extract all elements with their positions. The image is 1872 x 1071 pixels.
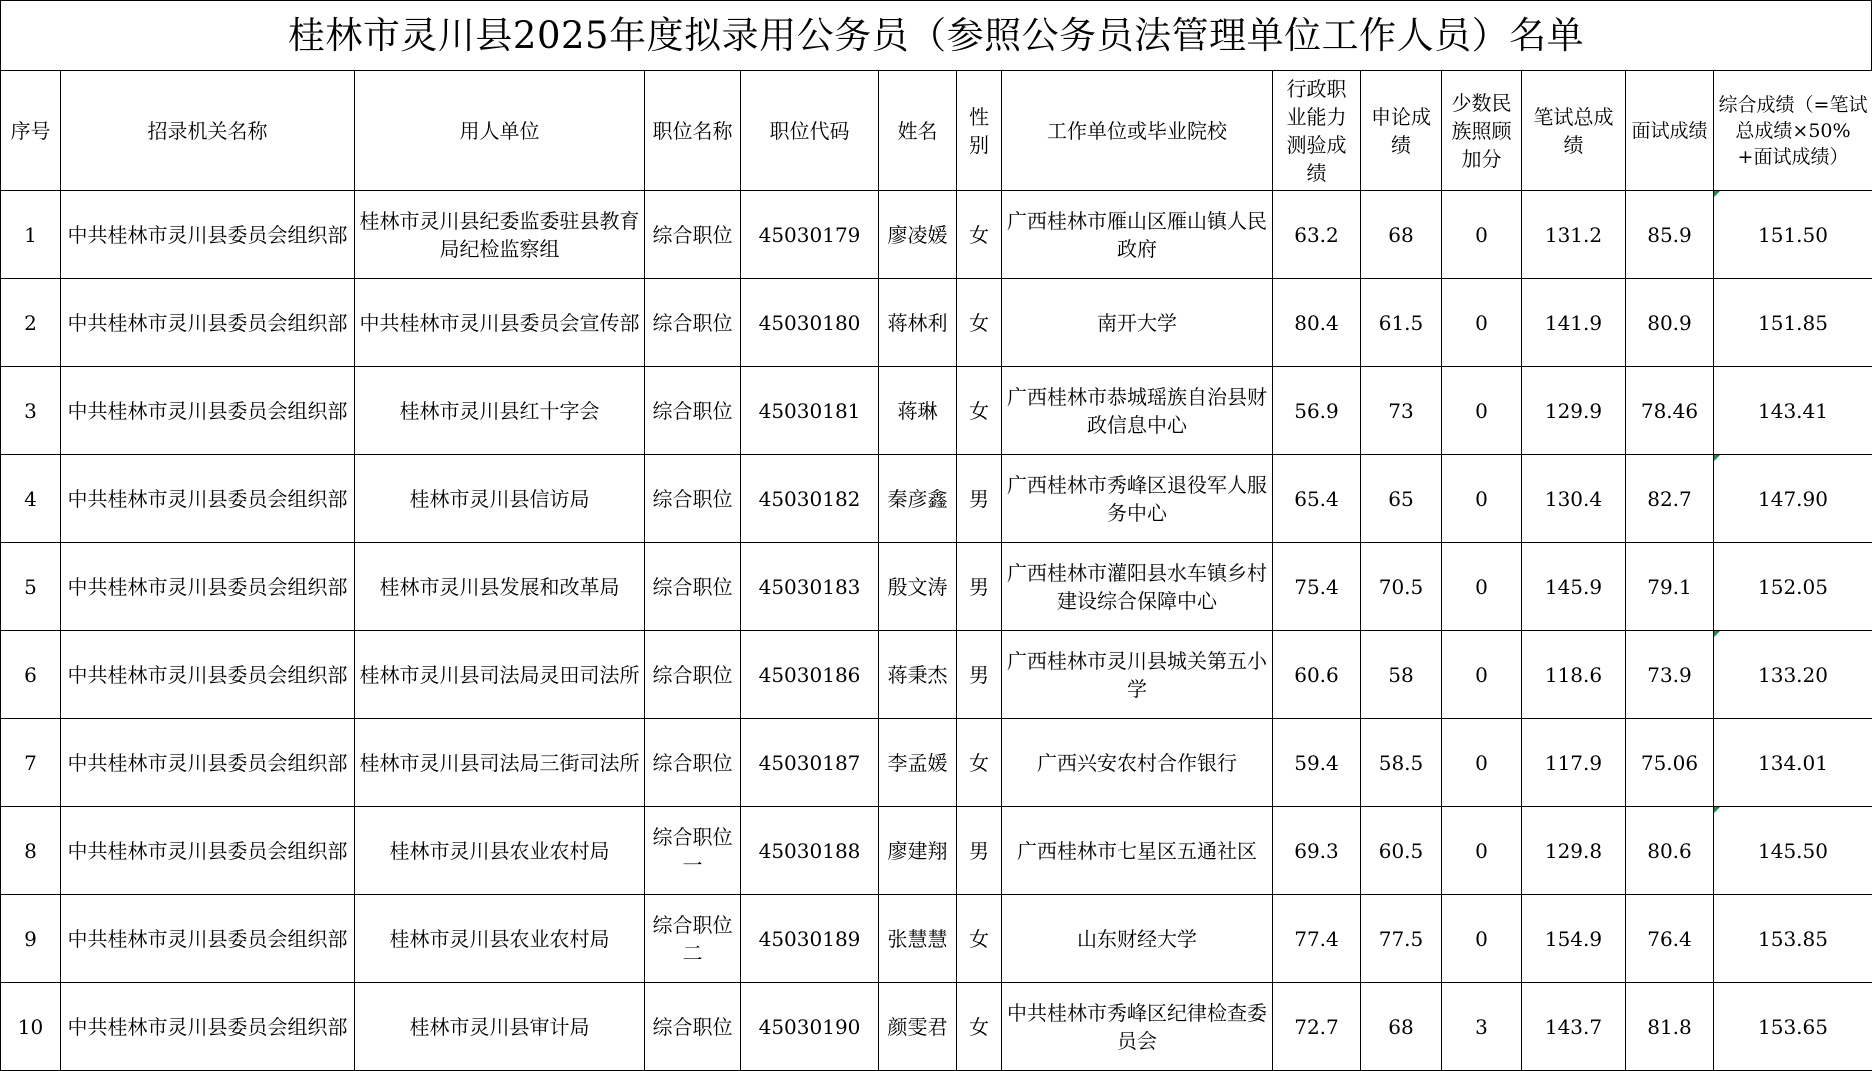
cell-name: 蒋秉杰: [879, 631, 957, 719]
cell-position-code: 45030179: [741, 191, 879, 279]
cell-gender: 女: [957, 719, 1002, 807]
cell-aptitude-score: 80.4: [1273, 279, 1361, 367]
cell-gender: 女: [957, 191, 1002, 279]
cell-recruiting-agency: 中共桂林市灵川县委员会组织部: [61, 455, 355, 543]
cell-position-name: 综合职位: [645, 455, 741, 543]
cell-gender: 男: [957, 631, 1002, 719]
cell-employing-unit: 桂林市灵川县农业农村局: [355, 807, 645, 895]
cell-written-total: 131.2: [1522, 191, 1626, 279]
table-row: [1, 719, 1872, 807]
header-gender: 性别: [957, 71, 1002, 191]
cell-essay-score: 77.5: [1361, 895, 1442, 983]
cell-workplace-or-school: 广西桂林市灌阳县水车镇乡村建设综合保障中心: [1002, 543, 1273, 631]
cell-aptitude-score: 63.2: [1273, 191, 1361, 279]
cell-composite-score: 152.05: [1714, 543, 1872, 631]
cell-interview-score: 79.1: [1626, 543, 1714, 631]
cell-written-total: 154.9: [1522, 895, 1626, 983]
cell-index: 8: [1, 807, 61, 895]
cell-name: 李孟媛: [879, 719, 957, 807]
cell-index: 1: [1, 191, 61, 279]
cell-recruiting-agency: 中共桂林市灵川县委员会组织部: [61, 631, 355, 719]
cell-interview-score: 80.9: [1626, 279, 1714, 367]
cell-written-total: 130.4: [1522, 455, 1626, 543]
cell-position-name: 综合职位二: [645, 895, 741, 983]
cell-minority-bonus: 0: [1442, 719, 1522, 807]
header-position-name: 职位名称: [645, 71, 741, 191]
cell-workplace-or-school: 广西桂林市七星区五通社区: [1002, 807, 1273, 895]
header-row: [1, 71, 1872, 191]
cell-index: 9: [1, 895, 61, 983]
header-position-code: 职位代码: [741, 71, 879, 191]
header-workplace-or-school: 工作单位或毕业院校: [1002, 71, 1273, 191]
header-recruiting-agency: 招录机关名称: [61, 71, 355, 191]
cell-name: 张慧慧: [879, 895, 957, 983]
cell-gender: 女: [957, 367, 1002, 455]
cell-minority-bonus: 0: [1442, 631, 1522, 719]
header-essay-score: 申论成绩: [1361, 71, 1442, 191]
cell-written-total: 129.9: [1522, 367, 1626, 455]
cell-aptitude-score: 59.4: [1273, 719, 1361, 807]
table-row: [1, 191, 1872, 279]
cell-interview-score: 80.6: [1626, 807, 1714, 895]
cell-employing-unit: 桂林市灵川县农业农村局: [355, 895, 645, 983]
table-row: [1, 367, 1872, 455]
cell-index: 6: [1, 631, 61, 719]
cell-interview-score: 81.8: [1626, 983, 1714, 1071]
cell-recruiting-agency: 中共桂林市灵川县委员会组织部: [61, 543, 355, 631]
cell-composite-score: 134.01: [1714, 719, 1872, 807]
cell-gender: 男: [957, 543, 1002, 631]
cell-interview-score: 75.06: [1626, 719, 1714, 807]
cell-essay-score: 73: [1361, 367, 1442, 455]
cell-workplace-or-school: 广西桂林市秀峰区退役军人服务中心: [1002, 455, 1273, 543]
cell-index: 7: [1, 719, 61, 807]
cell-essay-score: 68: [1361, 983, 1442, 1071]
cell-name: 殷文涛: [879, 543, 957, 631]
cell-workplace-or-school: 广西桂林市恭城瑶族自治县财政信息中心: [1002, 367, 1273, 455]
cell-name: 颜雯君: [879, 983, 957, 1071]
candidate-table: [0, 70, 1872, 1071]
cell-composite-score: 153.85: [1714, 895, 1872, 983]
cell-recruiting-agency: 中共桂林市灵川县委员会组织部: [61, 279, 355, 367]
cell-recruiting-agency: 中共桂林市灵川县委员会组织部: [61, 807, 355, 895]
cell-written-total: 129.8: [1522, 807, 1626, 895]
table-row: [1, 455, 1872, 543]
cell-name: 廖建翔: [879, 807, 957, 895]
cell-minority-bonus: 3: [1442, 983, 1522, 1071]
cell-written-total: 141.9: [1522, 279, 1626, 367]
cell-composite-score: 133.20: [1714, 631, 1872, 719]
cell-index: 5: [1, 543, 61, 631]
table-row: [1, 983, 1872, 1071]
cell-composite-score: 151.50: [1714, 191, 1872, 279]
cell-index: 3: [1, 367, 61, 455]
cell-position-code: 45030186: [741, 631, 879, 719]
cell-name: 蒋林利: [879, 279, 957, 367]
cell-employing-unit: 桂林市灵川县司法局三街司法所: [355, 719, 645, 807]
cell-minority-bonus: 0: [1442, 191, 1522, 279]
cell-employing-unit: 桂林市灵川县司法局灵田司法所: [355, 631, 645, 719]
cell-aptitude-score: 69.3: [1273, 807, 1361, 895]
cell-composite-score: 153.65: [1714, 983, 1872, 1071]
cell-written-total: 145.9: [1522, 543, 1626, 631]
cell-interview-score: 76.4: [1626, 895, 1714, 983]
cell-minority-bonus: 0: [1442, 807, 1522, 895]
cell-workplace-or-school: 山东财经大学: [1002, 895, 1273, 983]
header-written-total: 笔试总成绩: [1522, 71, 1626, 191]
header-minority-bonus: 少数民族照顾加分: [1442, 71, 1522, 191]
cell-gender: 女: [957, 895, 1002, 983]
cell-position-code: 45030189: [741, 895, 879, 983]
header-interview-score: 面试成绩: [1626, 71, 1714, 191]
cell-employing-unit: 桂林市灵川县审计局: [355, 983, 645, 1071]
cell-essay-score: 58.5: [1361, 719, 1442, 807]
cell-employing-unit: 中共桂林市灵川县委员会宣传部: [355, 279, 645, 367]
cell-composite-score: 151.85: [1714, 279, 1872, 367]
cell-recruiting-agency: 中共桂林市灵川县委员会组织部: [61, 191, 355, 279]
cell-position-code: 45030190: [741, 983, 879, 1071]
cell-position-name: 综合职位: [645, 719, 741, 807]
cell-position-name: 综合职位: [645, 191, 741, 279]
table-row: [1, 543, 1872, 631]
cell-employing-unit: 桂林市灵川县红十字会: [355, 367, 645, 455]
cell-aptitude-score: 72.7: [1273, 983, 1361, 1071]
cell-position-name: 综合职位: [645, 983, 741, 1071]
header-index: 序号: [1, 71, 61, 191]
cell-workplace-or-school: 广西桂林市雁山区雁山镇人民政府: [1002, 191, 1273, 279]
cell-index: 2: [1, 279, 61, 367]
cell-essay-score: 60.5: [1361, 807, 1442, 895]
cell-essay-score: 61.5: [1361, 279, 1442, 367]
cell-gender: 男: [957, 455, 1002, 543]
table-row: [1, 895, 1872, 983]
cell-workplace-or-school: 中共桂林市秀峰区纪律检查委员会: [1002, 983, 1273, 1071]
header-name: 姓名: [879, 71, 957, 191]
cell-position-code: 45030181: [741, 367, 879, 455]
cell-position-name: 综合职位: [645, 543, 741, 631]
cell-workplace-or-school: 广西兴安农村合作银行: [1002, 719, 1273, 807]
cell-essay-score: 58: [1361, 631, 1442, 719]
table-row: [1, 631, 1872, 719]
cell-index: 4: [1, 455, 61, 543]
cell-minority-bonus: 0: [1442, 895, 1522, 983]
cell-name: 秦彦鑫: [879, 455, 957, 543]
cell-position-name: 综合职位: [645, 279, 741, 367]
header-employing-unit: 用人单位: [355, 71, 645, 191]
cell-written-total: 117.9: [1522, 719, 1626, 807]
cell-aptitude-score: 75.4: [1273, 543, 1361, 631]
cell-essay-score: 65: [1361, 455, 1442, 543]
cell-aptitude-score: 65.4: [1273, 455, 1361, 543]
cell-minority-bonus: 0: [1442, 455, 1522, 543]
cell-workplace-or-school: 广西桂林市灵川县城关第五小学: [1002, 631, 1273, 719]
table-row: [1, 807, 1872, 895]
cell-essay-score: 70.5: [1361, 543, 1442, 631]
cell-recruiting-agency: 中共桂林市灵川县委员会组织部: [61, 983, 355, 1071]
cell-gender: 男: [957, 807, 1002, 895]
cell-minority-bonus: 0: [1442, 543, 1522, 631]
cell-written-total: 118.6: [1522, 631, 1626, 719]
cell-minority-bonus: 0: [1442, 367, 1522, 455]
cell-aptitude-score: 56.9: [1273, 367, 1361, 455]
cell-essay-score: 68: [1361, 191, 1442, 279]
cell-employing-unit: 桂林市灵川县信访局: [355, 455, 645, 543]
cell-position-name: 综合职位一: [645, 807, 741, 895]
cell-name: 蒋琳: [879, 367, 957, 455]
cell-employing-unit: 桂林市灵川县纪委监委驻县教育局纪检监察组: [355, 191, 645, 279]
cell-position-code: 45030187: [741, 719, 879, 807]
cell-aptitude-score: 60.6: [1273, 631, 1361, 719]
document-title: 桂林市灵川县2025年度拟录用公务员（参照公务员法管理单位工作人员）名单: [0, 0, 1872, 70]
cell-interview-score: 73.9: [1626, 631, 1714, 719]
cell-gender: 女: [957, 983, 1002, 1071]
cell-minority-bonus: 0: [1442, 279, 1522, 367]
cell-composite-score: 145.50: [1714, 807, 1872, 895]
cell-gender: 女: [957, 279, 1002, 367]
cell-interview-score: 78.46: [1626, 367, 1714, 455]
cell-recruiting-agency: 中共桂林市灵川县委员会组织部: [61, 719, 355, 807]
cell-position-code: 45030182: [741, 455, 879, 543]
cell-interview-score: 82.7: [1626, 455, 1714, 543]
cell-index: 10: [1, 983, 61, 1071]
cell-position-name: 综合职位: [645, 367, 741, 455]
header-composite-score: 综合成绩（=笔试总成绩×50%+面试成绩）: [1714, 71, 1872, 191]
cell-written-total: 143.7: [1522, 983, 1626, 1071]
header-aptitude-score: 行政职业能力测验成绩: [1273, 71, 1361, 191]
cell-aptitude-score: 77.4: [1273, 895, 1361, 983]
cell-composite-score: 143.41: [1714, 367, 1872, 455]
cell-position-code: 45030180: [741, 279, 879, 367]
cell-employing-unit: 桂林市灵川县发展和改革局: [355, 543, 645, 631]
cell-recruiting-agency: 中共桂林市灵川县委员会组织部: [61, 895, 355, 983]
cell-workplace-or-school: 南开大学: [1002, 279, 1273, 367]
cell-name: 廖凌媛: [879, 191, 957, 279]
cell-composite-score: 147.90: [1714, 455, 1872, 543]
cell-position-name: 综合职位: [645, 631, 741, 719]
cell-interview-score: 85.9: [1626, 191, 1714, 279]
table-row: [1, 279, 1872, 367]
cell-position-code: 45030188: [741, 807, 879, 895]
cell-recruiting-agency: 中共桂林市灵川县委员会组织部: [61, 367, 355, 455]
cell-position-code: 45030183: [741, 543, 879, 631]
